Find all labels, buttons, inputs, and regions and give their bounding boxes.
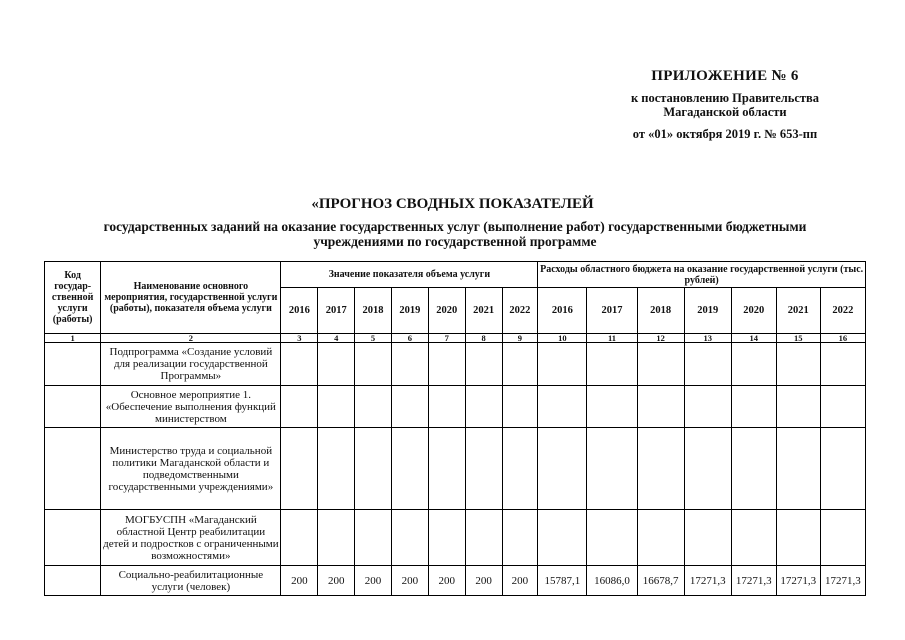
appendix-title: ПРИЛОЖЕНИЕ № 6 (651, 68, 799, 84)
column-number: 7 (428, 334, 465, 343)
row-name: Подпрограмма «Создание условий для реализации государственной Программы» (101, 343, 281, 386)
code-cell (45, 510, 101, 566)
header-code: Код государ-ственной услуги (работы) (45, 262, 101, 334)
header-expenses-year: 2019 (684, 288, 731, 334)
header-expenses-year: 2017 (587, 288, 637, 334)
column-number: 13 (684, 334, 731, 343)
volume-value: 200 (465, 566, 502, 596)
header-volume-year: 2019 (391, 288, 428, 334)
expense-value: 16678,7 (637, 566, 684, 596)
volume-value: 200 (318, 566, 355, 596)
column-number: 5 (355, 334, 392, 343)
column-number: 1 (45, 334, 101, 343)
expense-value: 16086,0 (587, 566, 637, 596)
volume-value: 200 (355, 566, 392, 596)
header-volume-group: Значение показателя объема услуги (281, 262, 538, 288)
table-row (45, 343, 866, 386)
column-number: 8 (465, 334, 502, 343)
expense-value: 17271,3 (684, 566, 731, 596)
column-number: 3 (281, 334, 318, 343)
volume-value: 200 (281, 566, 318, 596)
document-subtitle: государственных заданий на оказание государственных услуг (выполнение работ) государственными бюджетными учреждениями по государственной программе (103, 219, 807, 249)
row-name: Министерство труда и социальной политики Магаданской области и подведомственными государственными учреждениями» (101, 428, 281, 510)
header-volume-year: 2018 (355, 288, 392, 334)
volume-value: 200 (391, 566, 428, 596)
column-number: 16 (820, 334, 865, 343)
column-number-row (45, 334, 866, 343)
table-row (45, 510, 866, 566)
table-row (45, 386, 866, 428)
expense-value: 17271,3 (731, 566, 776, 596)
header-expenses-year: 2018 (637, 288, 684, 334)
column-number: 4 (318, 334, 355, 343)
appendix-decree-line: к постановлению Правительства (630, 91, 820, 105)
header-expenses-group: Расходы областного бюджета на оказание государственной услуги (тыс. рублей) (538, 262, 866, 288)
column-number: 14 (731, 334, 776, 343)
column-number: 10 (538, 334, 587, 343)
header-expenses-year: 2016 (538, 288, 587, 334)
row-name: МОГБУСПН «Магаданский областной Центр реабилитации детей и подростков с ограниченными возможностями» (101, 510, 281, 566)
header-volume-year: 2020 (428, 288, 465, 334)
column-number: 15 (776, 334, 820, 343)
code-cell (45, 566, 101, 596)
table-row (45, 428, 866, 510)
appendix-region-line: Магаданской области (663, 105, 787, 119)
volume-value: 200 (428, 566, 465, 596)
column-number: 11 (587, 334, 637, 343)
header-volume-year: 2016 (281, 288, 318, 334)
column-number: 9 (502, 334, 538, 343)
code-cell (45, 386, 101, 428)
code-cell (45, 428, 101, 510)
column-number: 2 (101, 334, 281, 343)
table-row (45, 566, 866, 596)
header-name: Наименование основного мероприятия, государственной услуги (работы), показателя объема услуги (101, 262, 281, 334)
column-number: 6 (391, 334, 428, 343)
code-cell (45, 343, 101, 386)
expense-value: 17271,3 (776, 566, 820, 596)
appendix-date: от «01» октября 2019 г. № 653-пп (632, 127, 818, 141)
expense-value: 17271,3 (820, 566, 865, 596)
header-expenses-year: 2022 (820, 288, 865, 334)
volume-value: 200 (502, 566, 538, 596)
header-volume-year: 2021 (465, 288, 502, 334)
header-expenses-year: 2020 (731, 288, 776, 334)
appendix-block (560, 68, 890, 142)
header-expenses-year: 2021 (776, 288, 820, 334)
forecast-table (44, 261, 866, 596)
header-volume-year: 2017 (318, 288, 355, 334)
row-name: Основное мероприятие 1. «Обеспечение выполнения функций министерством (101, 386, 281, 428)
row-name: Социально-реабилитационные услуги (человек) (101, 566, 281, 596)
expense-value: 15787,1 (538, 566, 587, 596)
document-title: «ПРОГНОЗ СВОДНЫХ ПОКАЗАТЕЛЕЙ (311, 196, 594, 212)
column-number: 12 (637, 334, 684, 343)
header-volume-year: 2022 (502, 288, 538, 334)
